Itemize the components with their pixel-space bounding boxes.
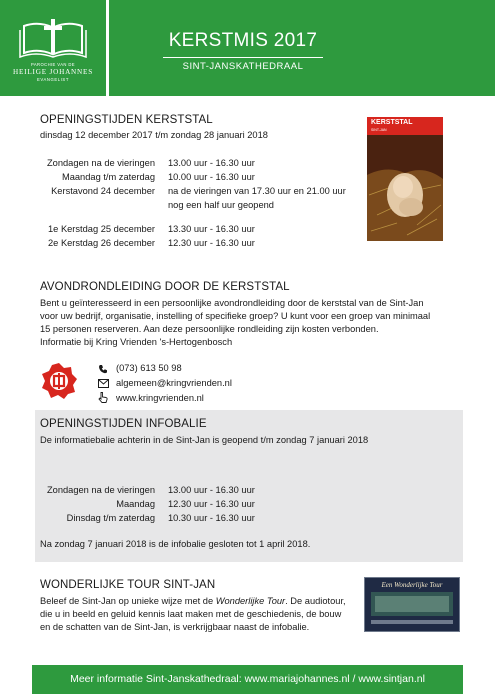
header [0, 0, 495, 96]
phone-icon [98, 364, 108, 374]
avond-heading: AVONDRONDLEIDING DOOR DE KERSTSTAL [40, 281, 290, 293]
tour-line-2: die u in beeld en geluid kennis laat maken met de geschiedenis, de bouw [40, 609, 342, 619]
photo-title: KERSTSTAL [371, 119, 413, 126]
pointer-icon [98, 392, 108, 403]
tour-line-1-pre: Beleef de Sint-Jan op unieke wijze met de [40, 596, 216, 606]
kerststal-day-5: 2e Kerstdag 26 december [48, 238, 155, 248]
kerststal-time-3: na de vieringen van 17.30 uur en 21.00 uur [168, 186, 346, 196]
kerststal-day-4: 1e Kerstdag 25 december [48, 224, 155, 234]
kerststal-time-4: 13.30 uur - 16.30 uur [168, 224, 255, 234]
kerststal-day-1: Zondagen na de vieringen [46, 158, 155, 168]
avond-web[interactable]: www.kringvrienden.nl [116, 393, 204, 403]
kerststal-day-2: Maandag t/m zaterdag [61, 172, 155, 182]
kerststal-heading: OPENINGSTIJDEN KERSTSTAL [40, 114, 213, 126]
tour-image [364, 577, 460, 632]
kerststal-photo [367, 117, 443, 241]
kerststal-time-3b: nog een half uur geopend [168, 200, 274, 210]
avond-phone: (073) 613 50 98 [116, 363, 182, 373]
tour-line-1 [40, 595, 346, 607]
kerststal-time-2: 10.00 uur - 16.30 uur [168, 172, 255, 182]
infobalie-intro: De informatiebalie achterin in de Sint-Jan is geopend t/m zondag 7 januari 2018 [40, 435, 369, 445]
tour-line-3: en de schatten van de Sint-Jan, is verkrijgbaar naast de infobalie. [40, 622, 310, 632]
parish-line-3: EVANGELIST [37, 77, 69, 82]
bible-logo-icon [18, 18, 88, 58]
footer [32, 665, 463, 694]
photo-subtitle: SINT-JAN [371, 128, 387, 132]
infobalie-day-3: Dinsdag t/m zaterdag [66, 513, 155, 523]
infobalie-day-1: Zondagen na de vieringen [46, 485, 155, 495]
kerststal-time-1: 13.00 uur - 16.30 uur [168, 158, 255, 168]
parish-line-1: PAROCHIE VAN DE [30, 62, 75, 67]
kerststal-day-3: Kerstavond 24 december [51, 186, 155, 196]
avond-line-4: Informatie bij Kring Vrienden 's-Hertogenbosch [40, 337, 233, 347]
footer-text: Meer informatie Sint-Janskathedraal: www.mariajohannes.nl / www.sintjan.nl [70, 673, 425, 685]
infobalie-heading: OPENINGSTIJDEN INFOBALIE [40, 418, 207, 430]
avond-email[interactable]: algemeen@kringvrienden.nl [116, 378, 232, 388]
kring-vrienden-logo-icon [40, 362, 78, 400]
title-rule [163, 57, 323, 58]
page-title: KERSTMIS 2017 [168, 30, 318, 51]
tour-image-title: Een Wonderlijke Tour [381, 581, 443, 589]
infobalie-day-2: Maandag [116, 499, 155, 509]
nativity-image [367, 135, 443, 241]
mail-icon [98, 379, 109, 388]
avond-line-1: Bent u geïnteresseerd in een persoonlijke avondrondleiding door de kerststal van de Sint-Jan [40, 298, 424, 308]
header-logo-panel [0, 0, 106, 96]
infobalie-time-1: 13.00 uur - 16.30 uur [168, 485, 255, 495]
tour-line-1-em: Wonderlijke Tour [215, 596, 286, 606]
parish-name [0, 62, 106, 82]
infobalie-note: Na zondag 7 januari 2018 is de infobalie gesloten tot 1 april 2018. [40, 539, 311, 549]
kerststal-time-5: 12.30 uur - 16.30 uur [168, 238, 255, 248]
avond-line-3: 15 personen reserveren. Aan deze persoonlijke rondleiding zijn kosten verbonden. [40, 324, 379, 334]
infobalie-time-2: 12.30 uur - 16.30 uur [168, 499, 255, 509]
tour-line-1-post: . De audiotour, [285, 596, 346, 606]
tour-heading: WONDERLIJKE TOUR SINT-JAN [40, 579, 216, 591]
parish-line-2: HEILIGE JOHANNES [12, 68, 94, 76]
infobalie-time-3: 10.30 uur - 16.30 uur [168, 513, 255, 523]
page-subtitle: SINT-JANSKATHEDRAAL [182, 61, 304, 72]
kerststal-period: dinsdag 12 december 2017 t/m zondag 28 januari 2018 [40, 130, 268, 140]
avond-line-2: voor uw bedrijf, organisatie, instelling of specifieke groep? U kunt voor een groep van minimaal [40, 311, 431, 321]
